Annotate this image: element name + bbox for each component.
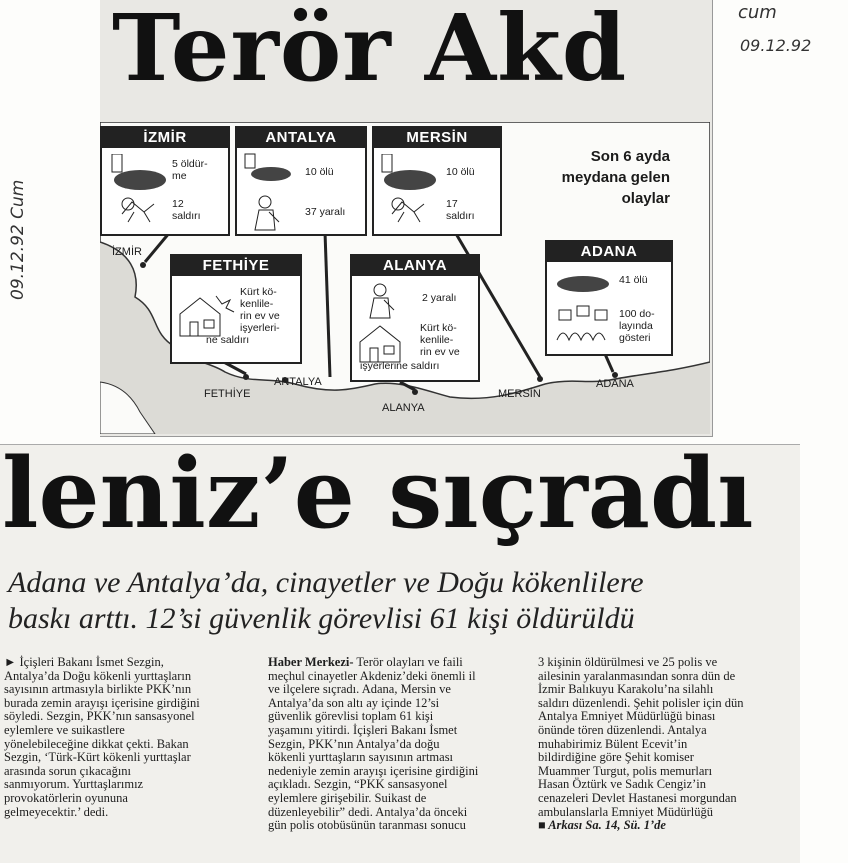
- callout-mersin-title: MERSİN: [374, 128, 500, 148]
- article-line: ► İçişleri Bakanı İsmet Sezgin,: [4, 655, 164, 669]
- article-line: kökenli yurttaşların sayısının artması: [268, 750, 454, 765]
- deck-line-1: Adana ve Antalya’da, cinayetler ve Doğu kökenlilere: [8, 566, 644, 599]
- map-label-fethiye: FETHİYE: [204, 388, 251, 400]
- article-line: yönelebileceğine dikkat çekti. Bakan: [4, 736, 189, 751]
- article-line: cenazeleri Devlet Hastanesi morgundan: [538, 790, 737, 805]
- handwritten-date-top: 09.12.92: [740, 36, 812, 55]
- article-column-3: [538, 656, 788, 833]
- izmir-stat-attacks: saldırı: [172, 210, 201, 222]
- article-line: burada zemin arayışı içerisine girdiğini: [4, 695, 200, 710]
- antalya-stat-dead: 10 ölü: [305, 166, 334, 178]
- alanya-line-4: işyerlerine saldırı: [360, 360, 440, 372]
- article-line: önünde tören düzenlendi. Antalya: [538, 722, 707, 737]
- callout-antalya: [235, 126, 367, 236]
- deck-line-2: baskı arttı. 12’si güvenlik görevlisi 61 kişi öldürüldü: [8, 602, 635, 635]
- callout-izmir-title: İZMİR: [102, 128, 228, 148]
- alanya-line-1: Kürt kö-: [420, 322, 457, 334]
- fethiye-line-5: ne saldırı: [206, 334, 250, 346]
- article-column-2: [268, 656, 526, 833]
- map-legend: Son 6 ayda meydana gelen olaylar: [561, 148, 670, 207]
- article-line: nedeniyle zemin arayışı içerisine girdiğini: [268, 763, 479, 778]
- article-line: Antalya’da Doğu kökenli yurttaşların: [4, 668, 192, 683]
- handwritten-date-margin: 09.12.92 Cum: [8, 179, 28, 300]
- callout-alanya: [350, 254, 480, 382]
- izmir-stat-attacks-count: 12: [172, 198, 184, 210]
- callout-fethiye-title: FETHİYE: [172, 256, 300, 276]
- callout-alanya-title: ALANYA: [352, 256, 478, 276]
- article-line: meçhul cinayetler Akdeniz’deki önemli il: [268, 668, 476, 683]
- article-line: söyledi. Sezgin, PKK’nın sansasyonel: [4, 709, 195, 724]
- adana-stat-dead: 41 ölü: [619, 274, 648, 286]
- alanya-stat-wounded: 2 yaralı: [422, 292, 457, 304]
- callout-izmir: [100, 126, 230, 236]
- gunman-icon: [380, 154, 440, 224]
- callout-adana: [545, 240, 673, 356]
- article-line: açıkladı. Sezgin, “PKK sansasyonel: [268, 777, 448, 792]
- callout-mersin: [372, 126, 502, 236]
- map-label-adana: ADANA: [596, 378, 634, 390]
- article-line: Terör olayları ve faili: [353, 655, 463, 669]
- article-line: sanmıyorum. Yurttaşlarımız: [4, 777, 144, 792]
- mersin-stat-dead: 10 ölü: [446, 166, 475, 178]
- adana-line-2: layında: [619, 320, 653, 332]
- izmir-stat-killings-cont: me: [172, 170, 187, 182]
- bottom-headline: leniz’e sıçradı: [2, 437, 754, 550]
- map-label-alanya: ALANYA: [382, 402, 425, 414]
- fethiye-line-2: kenlile-: [240, 298, 274, 310]
- article-line: muhabirimiz Bülent Ecevit’in: [538, 736, 688, 751]
- article-line: bildirdiğine göre Şehit komiser: [538, 750, 694, 765]
- article-line: provokatörlerin oyununa: [4, 790, 128, 805]
- alanya-line-3: rin ev ve: [420, 346, 460, 358]
- izmir-stat-killings: 5 öldür-: [172, 158, 208, 170]
- mersin-stat-attacks-count: 17: [446, 198, 458, 210]
- fethiye-line-1: Kürt kö-: [240, 286, 277, 298]
- top-headline: Terör Akd: [112, 2, 628, 94]
- article-column-1: [4, 656, 254, 819]
- adana-line-3: gösteri: [619, 332, 651, 344]
- article-line: gün polis otobüsünün taranması sonucu: [268, 818, 466, 833]
- article-line: gelmeyecektir.’ dedi.: [4, 804, 109, 819]
- article-line: eylemlere ve suikastlere: [4, 722, 125, 737]
- fethiye-line-4: işyerleri-: [240, 322, 280, 334]
- map-label-antalya: ANTALYA: [274, 376, 322, 388]
- article-line: Muammer Turgut, polis memurları: [538, 763, 713, 778]
- article-line: sayısının artmasıyla birlikte PKK’nın: [4, 682, 192, 697]
- article-deck: [8, 565, 788, 637]
- article-line: arasında sorun çıkacağını: [4, 763, 132, 778]
- article-line: ailesinin yaralanmasından sonra dün de: [538, 668, 736, 683]
- article-line: ve ilçelere sıçradı. Adana, Mersin ve: [268, 682, 451, 697]
- article-line: Sezgin, PKK’nın Antalya’da doğu: [268, 736, 440, 751]
- article-line: Sezgin, ‘Türk-Kürt kökenli yurttaşlar: [4, 750, 191, 765]
- article-line: Hasan Öztürk ve Sadık Cengiz’in: [538, 777, 707, 792]
- article-line: Antalya’da son altı ay içinde 12’si: [268, 695, 440, 710]
- fethiye-line-3: rin ev ve: [240, 310, 280, 322]
- dateline: Haber Merkezi-: [268, 655, 354, 669]
- mersin-stat-attacks: saldırı: [446, 210, 475, 222]
- article-line: Antalya Emniyet Müdürlüğü binası: [538, 709, 716, 724]
- callout-adana-title: ADANA: [547, 242, 671, 262]
- gunman-icon: [110, 154, 170, 224]
- article-line: eylemlere girişebilir. Suikast de: [268, 790, 427, 805]
- map-label-izmir: İZMİR: [112, 246, 142, 258]
- article-line: İzmir Balıkuyu Karakolu’na silahlı: [538, 682, 714, 697]
- article-line: yaşamını yitirdi. İçişleri Bakanı İsmet: [268, 722, 458, 737]
- callout-fethiye: [170, 254, 302, 364]
- adana-line-1: 100 do-: [619, 308, 655, 320]
- callout-antalya-title: ANTALYA: [237, 128, 365, 148]
- antalya-stat-wounded: 37 yaralı: [305, 206, 346, 218]
- handwritten-note-top: cum: [738, 2, 777, 23]
- alanya-line-2: kenlile-: [420, 334, 454, 346]
- casualty-icon: [360, 280, 406, 320]
- article-line: güvenlik görevlisi toplam 61 kişi: [268, 709, 434, 724]
- article-line: 3 kişinin öldürülmesi ve 25 polis ve: [538, 655, 718, 669]
- article-line: düzenleyebilir” dedi. Antalya’da önceki: [268, 804, 468, 819]
- article-line: saldırı düzenlendi. Şehit polisler için dün: [538, 695, 744, 710]
- continuation-note: ■ Arkası Sa. 14, Sü. 1’de: [538, 818, 666, 833]
- incident-map: [100, 122, 710, 434]
- article-line: ambulanslarla Emniyet Müdürlüğü: [538, 804, 713, 819]
- casualty-icon: [243, 152, 293, 232]
- protest-icon: [553, 266, 613, 346]
- map-label-mersin: MERSİN: [498, 388, 541, 400]
